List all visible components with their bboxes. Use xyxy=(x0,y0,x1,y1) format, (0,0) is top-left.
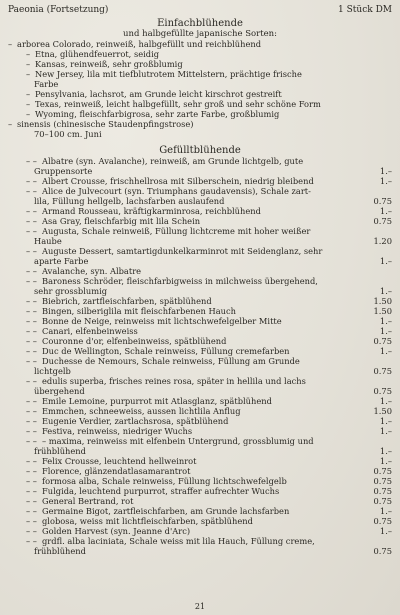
entry-text: Gruppensorte xyxy=(34,166,93,176)
list-item xyxy=(8,129,392,139)
entry-text: Wyoming, fleischfarbigrosa, sehr zarte Farbe, großblumig xyxy=(35,109,280,119)
list-item xyxy=(8,426,392,436)
entry-text: sinensis (chinesische Staudenpfingstrose) xyxy=(17,119,194,129)
header-left: Paeonia (Fortsetzung) xyxy=(8,5,109,15)
entry-text: Kansas, reinweiß, sehr großblumig xyxy=(35,59,183,69)
list-item xyxy=(8,506,392,516)
entry-price: 0.75 xyxy=(373,386,392,396)
entry-price: 1.– xyxy=(379,426,392,436)
entry-text: Bingen, silberiglila mit fleischfarbenen Hauch xyxy=(42,306,236,316)
entry-dash: – – xyxy=(26,296,37,306)
entry-dash: – – xyxy=(26,506,37,516)
entry-text: Alice de Julvecourt (syn. Triumphans gaudavensis), Schale zart- xyxy=(42,186,311,196)
entry-dash: – – xyxy=(26,496,37,506)
entry-price: 1.50 xyxy=(373,306,392,316)
entry-text: Germaine Bigot, zartfleischfarben, am Grunde lachsfarben xyxy=(42,506,290,516)
list-item xyxy=(8,456,392,466)
price-list xyxy=(8,18,392,556)
entry-price: 1.– xyxy=(379,286,392,296)
entry-text: Avalanche, syn. Albatre xyxy=(42,266,142,276)
list-item xyxy=(8,306,392,316)
section-subtitle: und halbgefüllte japanische Sorten: xyxy=(123,29,277,39)
section-title: Einfachblühende xyxy=(157,18,243,29)
list-item xyxy=(8,176,392,186)
entry-text: Biebrich, zartfleischfarben, spätblühend xyxy=(42,296,212,306)
entry-dash: – – xyxy=(26,156,37,166)
entry-dash: – – xyxy=(26,206,37,216)
list-item xyxy=(8,186,392,196)
entry-dash: – – xyxy=(26,456,37,466)
entry-dash: – – xyxy=(26,476,37,486)
entry-price: 0.75 xyxy=(373,216,392,226)
entry-text: frühblühend xyxy=(34,546,86,556)
list-item xyxy=(8,546,392,556)
entry-text: Duchesse de Nemours, Schale reinweiss, Füllung am Grunde xyxy=(42,356,300,366)
entry-dash: – xyxy=(26,89,31,99)
entry-price: 1.– xyxy=(379,176,392,186)
entry-dash: – – xyxy=(26,396,37,406)
list-item xyxy=(8,89,392,99)
entry-text: Felix Crousse, leuchtend hellweinrot xyxy=(42,456,197,466)
list-item xyxy=(8,216,392,226)
page-header xyxy=(8,5,392,18)
entry-dash: – – xyxy=(26,436,37,446)
entry-dash: – – xyxy=(26,406,37,416)
entry-text: arborea Colorado, reinweiß, halbgefüllt und reichblühend xyxy=(17,39,262,49)
list-item xyxy=(8,396,392,406)
list-item xyxy=(8,356,392,366)
list-item xyxy=(8,486,392,496)
list-item xyxy=(8,59,392,69)
list-item xyxy=(8,109,392,119)
entry-dash: – – xyxy=(26,226,37,236)
list-item xyxy=(8,496,392,506)
entry-text: globosa, weiss mit lichtfleischfarben, spätblühend xyxy=(42,516,253,526)
entry-text: Etna, glühendfeuerrot, seidig xyxy=(35,49,160,59)
entry-price: 1.– xyxy=(379,506,392,516)
entry-dash: – xyxy=(26,109,31,119)
entry-text: Golden Harvest (syn. Jeanne d'Arc) xyxy=(42,526,191,536)
entry-price: 1.– xyxy=(379,326,392,336)
section-title: Gefülltblühende xyxy=(159,145,241,156)
entry-text: Texas, reinweiß, leicht halbgefüllt, sehr groß und sehr schöne Form xyxy=(35,99,321,109)
entry-text: Emmchen, schneeweiss, aussen lichtlila Anflug xyxy=(42,406,241,416)
list-item xyxy=(8,236,392,246)
entry-dash: – – xyxy=(26,306,37,316)
entry-text: New Jersey, lila mit tiefblutrotem Mittelstern, prächtige frische xyxy=(35,69,302,79)
entry-dash: – – xyxy=(26,416,37,426)
list-item xyxy=(8,256,392,266)
entry-dash: – xyxy=(8,39,13,49)
entry-text: Duc de Wellington, Schale reinweiss, Füllung cremefarben xyxy=(42,346,290,356)
list-item xyxy=(8,166,392,176)
entry-dash: – – xyxy=(26,266,37,276)
entry-dash: – – xyxy=(26,516,37,526)
entry-dash: – – xyxy=(26,326,37,336)
entry-text: Haube xyxy=(34,236,62,246)
entry-price: 1.– xyxy=(379,416,392,426)
entry-dash: – xyxy=(26,49,31,59)
entry-price: 1.20 xyxy=(373,236,392,246)
list-item xyxy=(8,49,392,59)
entry-text: lila, Füllung hellgelb, lachsfarben auslaufend xyxy=(34,196,225,206)
entry-dash: – – xyxy=(26,346,37,356)
entry-text: frühblühend xyxy=(34,446,86,456)
entry-text: Canari, elfenbeinweiss xyxy=(42,326,138,336)
entry-text: Fulgida, leuchtend purpurrot, straffer aufrechter Wuchs xyxy=(42,486,280,496)
entry-dash: – xyxy=(26,99,31,109)
list-item xyxy=(8,119,392,129)
entry-price: 1.– xyxy=(379,396,392,406)
list-item xyxy=(8,206,392,216)
entry-dash: – – xyxy=(26,216,37,226)
list-item xyxy=(8,266,392,276)
entry-price: 0.75 xyxy=(373,466,392,476)
entry-text: Emile Lemoine, purpurrot mit Atlasglanz, spätblühend xyxy=(42,396,272,406)
list-item xyxy=(8,516,392,526)
list-item xyxy=(8,296,392,306)
entry-price: 0.75 xyxy=(373,366,392,376)
entry-text: – maxima, reinweiss mit elfenbein Untergrund, grossblumig und xyxy=(42,436,314,446)
entry-text: Farbe xyxy=(34,79,59,89)
entry-text: General Bertrand, rot xyxy=(42,496,134,506)
entry-text: Pensylvania, lachsrot, am Grunde leicht kirschrot gestreift xyxy=(35,89,282,99)
entry-text: lichtgelb xyxy=(34,366,71,376)
list-item xyxy=(8,376,392,386)
list-item xyxy=(8,326,392,336)
list-item xyxy=(8,316,392,326)
list-item xyxy=(8,99,392,109)
entry-price: 0.75 xyxy=(373,516,392,526)
entry-price: 1.– xyxy=(379,166,392,176)
page-number: 21 xyxy=(194,602,206,611)
entry-price: 1.– xyxy=(379,346,392,356)
entry-price: 0.75 xyxy=(373,196,392,206)
list-item xyxy=(8,406,392,416)
list-item xyxy=(8,276,392,286)
list-item xyxy=(8,476,392,486)
entry-text: übergehend xyxy=(34,386,85,396)
entry-text: Eugenie Verdier, zartlachsrosa, spätblühend xyxy=(42,416,229,426)
entry-text: Asa Gray, fleischfarbig mit lila Schein xyxy=(42,216,201,226)
entry-dash: – – xyxy=(26,186,37,196)
entry-dash: – xyxy=(26,59,31,69)
entry-text: Bonne de Neige, reinweiss mit lichtschwefelgelber Mitte xyxy=(42,316,282,326)
entry-price: 1.50 xyxy=(373,296,392,306)
entry-text: Albatre (syn. Avalanche), reinweiß, am Grunde lichtgelb, gute xyxy=(42,156,304,166)
entry-dash: – – xyxy=(26,376,37,386)
entry-price: 0.75 xyxy=(373,496,392,506)
entry-price: 0.75 xyxy=(373,476,392,486)
list-item xyxy=(8,69,392,79)
entry-price: 1.– xyxy=(379,206,392,216)
entry-dash: – xyxy=(8,119,13,129)
entry-text: Florence, glänzendatlasamarantrot xyxy=(42,466,191,476)
header-right: 1 Stück DM xyxy=(338,5,392,15)
entry-text: Festiva, reinweiss, niedriger Wuchs xyxy=(42,426,193,436)
list-item xyxy=(8,246,392,256)
list-item xyxy=(8,226,392,236)
entry-dash: – – xyxy=(26,426,37,436)
list-item xyxy=(8,39,392,49)
entry-dash: – – xyxy=(26,336,37,346)
entry-price: 1.– xyxy=(379,526,392,536)
list-item xyxy=(8,156,392,166)
entry-price: 1.– xyxy=(379,256,392,266)
list-item xyxy=(8,286,392,296)
entry-dash: – xyxy=(26,69,31,79)
entry-text: Augusta, Schale reinweiß, Füllung lichtcreme mit hoher weißer xyxy=(42,226,311,236)
entry-price: 0.75 xyxy=(373,336,392,346)
entry-price: 1.– xyxy=(379,456,392,466)
list-item xyxy=(8,366,392,376)
entry-dash: – – xyxy=(26,526,37,536)
entry-dash: – – xyxy=(26,176,37,186)
entry-dash: – – xyxy=(26,486,37,496)
list-item xyxy=(8,386,392,396)
entry-dash: – – xyxy=(26,536,37,546)
entry-price: 1.– xyxy=(379,316,392,326)
entry-text: formosa alba, Schale reinweiss, Füllung lichtschwefelgelb xyxy=(42,476,287,486)
list-item xyxy=(8,196,392,206)
entry-text: Couronne d'or, elfenbeinweiss, spätblühend xyxy=(42,336,227,346)
entry-dash: – – xyxy=(26,276,37,286)
entry-text: aparte Farbe xyxy=(34,256,89,266)
entry-dash: – – xyxy=(26,356,37,366)
entry-price: 1.– xyxy=(379,446,392,456)
list-item xyxy=(8,466,392,476)
list-item xyxy=(8,526,392,536)
list-item xyxy=(8,436,392,446)
entry-text: 70–100 cm. Juni xyxy=(34,129,102,139)
entry-text: edulis superba, frisches reines rosa, später in hellila und lachs xyxy=(42,376,306,386)
list-item xyxy=(8,416,392,426)
list-item xyxy=(8,536,392,546)
list-item xyxy=(8,446,392,456)
entry-dash: – – xyxy=(26,466,37,476)
entry-dash: – – xyxy=(26,316,37,326)
entry-text: Auguste Dessert, samtartigdunkelkarminrot mit Seidenglanz, sehr xyxy=(42,246,323,256)
entry-text: grdfl. alba laciniata, Schale weiss mit lila Hauch, Füllung creme, xyxy=(42,536,315,546)
list-item xyxy=(8,336,392,346)
entry-text: Armand Rousseau, kräftigkarminrosa, reichblühend xyxy=(42,206,261,216)
list-item xyxy=(8,346,392,356)
entry-dash: – – xyxy=(26,246,37,256)
entry-text: Baroness Schröder, fleischfarbigweiss in milchweiss übergehend, xyxy=(42,276,318,286)
entry-price: 1.50 xyxy=(373,406,392,416)
entry-text: sehr grossblumig xyxy=(34,286,108,296)
list-item xyxy=(8,79,392,89)
entry-text: Albert Crousse, frischhellrosa mit Silberschein, niedrig bleibend xyxy=(42,176,314,186)
entry-price: 0.75 xyxy=(373,486,392,496)
entry-price: 0.75 xyxy=(373,546,392,556)
